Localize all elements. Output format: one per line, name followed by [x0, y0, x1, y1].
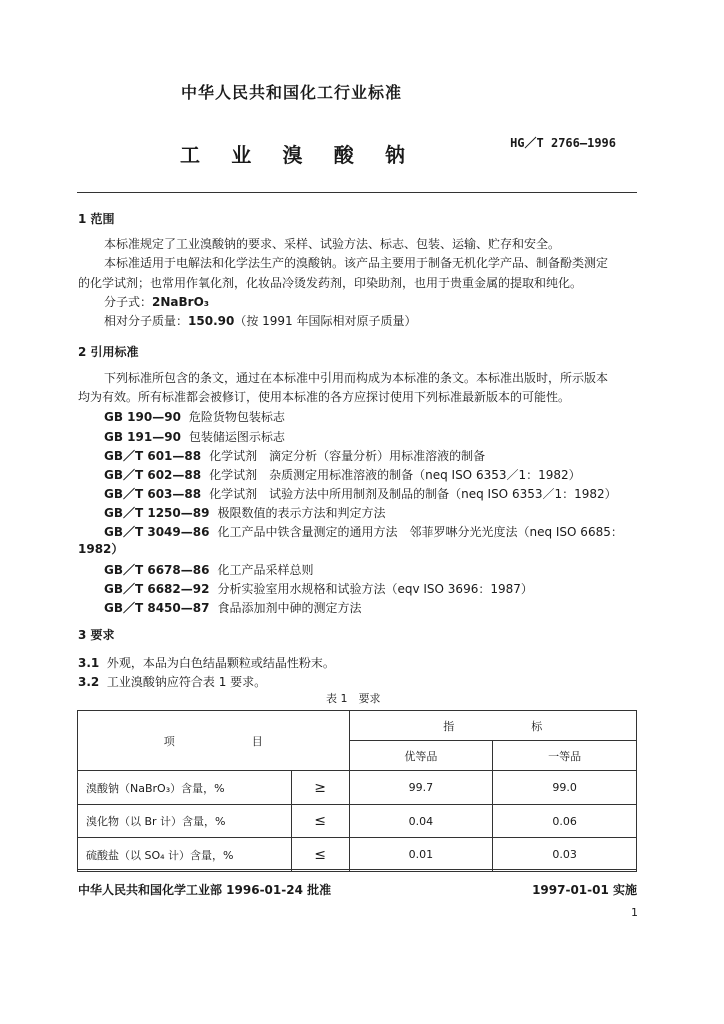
document-title: [180, 139, 405, 168]
reference-code: GB／T 1250—89: [104, 506, 210, 520]
scope-paragraph-2-line-1: 本标准适用于电解法和化学法生产的溴酸钠。该产品主要用于制备无机化学产品、制备酚类测定: [104, 256, 609, 270]
molecular-formula: [104, 294, 209, 310]
title-char: 酸: [333, 143, 354, 167]
page-number: 1: [631, 906, 638, 919]
table-cell-value: 99.7: [349, 771, 493, 805]
clause-text: 工业溴酸钠应符合表 1 要求。: [106, 675, 267, 689]
reference-continuation: 1982）: [78, 542, 124, 556]
references-intro-line-2: 均为有效。所有标准都会被修订，使用本标准的各方应探讨使用下列标准最新版本的可能性。: [78, 390, 571, 404]
table-header-grade-premium: 优等品: [349, 741, 493, 771]
section-1-heading: 1 范围: [78, 212, 115, 226]
mass-label: 相对分子质量：: [104, 314, 189, 328]
standard-number: HG／T 2766—1996: [510, 136, 616, 150]
table-row: [78, 805, 637, 838]
reference-title: 化工产品中铁含量测定的通用方法 邻菲罗啉分光光度法（neq ISO 6685：: [217, 525, 623, 539]
reference-item: [104, 485, 617, 502]
reference-title: 化学试剂 滴定分析（容量分析）用标准溶液的制备: [209, 449, 486, 463]
clause-number: 3.2: [78, 675, 100, 689]
title-char: 钠: [385, 143, 405, 167]
section-2-heading: 2 引用标准: [78, 345, 139, 359]
reference-code: GB／T 602—88: [104, 468, 202, 482]
implementation-date: 1997-01-01 实施: [532, 883, 637, 897]
requirement-3-2: [78, 674, 266, 690]
table-cell-value: 0.01: [349, 838, 493, 872]
table-header-grade-first: 一等品: [493, 741, 637, 771]
reference-title: 食品添加剂中砷的测定方法: [217, 601, 362, 615]
table-cell-value: 99.0: [493, 771, 637, 805]
reference-item: [104, 447, 485, 464]
reference-title: 危险货物包装标志: [188, 410, 285, 424]
clause-number: 3.1: [78, 656, 100, 670]
references-intro-line-1: 下列标准所包含的条文，通过在本标准中引用而构成为本标准的条文。本标准出版时，所示版本: [104, 371, 609, 385]
mass-note: （按 1991 年国际相对原子质量）: [234, 314, 417, 328]
approval-line: 中华人民共和国化学工业部 1996-01-24 批准: [78, 883, 332, 897]
table-cell-value: 0.04: [349, 805, 493, 838]
footer-divider: [77, 869, 637, 870]
formula-label: 分子式：: [104, 295, 153, 309]
mass-value: 150.90: [188, 314, 235, 328]
reference-title: 化工产品采样总则: [217, 563, 314, 577]
reference-title: 包装储运图示标志: [188, 430, 285, 444]
reference-code: GB／T 601—88: [104, 449, 202, 463]
reference-item: [104, 504, 385, 521]
clause-text: 外观，本品为白色结晶颗粒或结晶性粉末。: [106, 656, 335, 670]
reference-code: GB／T 6682—92: [104, 582, 210, 596]
reference-code: GB 190—90: [104, 410, 181, 424]
reference-item: [104, 580, 533, 597]
reference-title: 化学试剂 杂质测定用标准溶液的制备（neq ISO 6353／1：1982）: [209, 468, 581, 482]
reference-code: GB／T 8450—87: [104, 601, 210, 615]
reference-code: GB／T 3049—86: [104, 525, 210, 539]
molecular-mass: [104, 313, 417, 329]
reference-item: [104, 408, 285, 425]
section-3-heading: 3 要求: [78, 628, 115, 642]
requirements-table: [77, 710, 637, 872]
table-cell-value: 0.03: [493, 838, 637, 872]
table-row: [78, 838, 637, 872]
reference-title: 分析实验室用水规格和试验方法（eqv ISO 3696：1987）: [217, 582, 533, 596]
title-char: 工: [180, 143, 200, 167]
title-char: 业: [231, 143, 252, 167]
reference-item: [104, 428, 285, 445]
reference-code: GB／T 603—88: [104, 487, 202, 501]
reference-code: GB／T 6678—86: [104, 563, 210, 577]
scope-paragraph-2-line-2: 的化学试剂；也常用作氧化剂，化妆品冷烫发药剂，印染助剂，也用于贵重金属的提取和纯化。: [78, 276, 583, 290]
table-header-index: 指 标: [349, 711, 637, 741]
table-cell-item: 硫酸盐（以 SO₄ 计）含量，%: [78, 838, 292, 872]
table-cell-value: 0.06: [493, 805, 637, 838]
reference-item: [104, 561, 313, 578]
formula-value: 2NaBrO₃: [152, 295, 210, 309]
reference-title: 化学试剂 试验方法中所用制剂及制品的制备（neq ISO 6353／1：1982）: [209, 487, 617, 501]
header-divider: [77, 192, 637, 193]
table-cell-operator: ≤: [291, 805, 349, 838]
table-caption: 表 1 要求: [326, 692, 381, 705]
scope-paragraph-1: 本标准规定了工业溴酸钠的要求、采样、试验方法、标志、包装、运输、贮存和安全。: [104, 237, 561, 251]
reference-title: 极限数值的表示方法和判定方法: [217, 506, 386, 520]
table-cell-item: 溴酸钠（NaBrO₃）含量，%: [78, 771, 292, 805]
requirement-3-1: [78, 655, 335, 671]
table-row: [78, 771, 637, 805]
table-cell-item: 溴化物（以 Br 计）含量，%: [78, 805, 292, 838]
reference-code: GB 191—90: [104, 430, 181, 444]
table-cell-operator: ≥: [291, 771, 349, 805]
table-header-item: 项 目: [78, 711, 350, 771]
title-char: 溴: [282, 143, 303, 167]
reference-item: [104, 466, 581, 483]
reference-item: [104, 599, 361, 616]
reference-item: [104, 523, 623, 540]
table-cell-operator: ≤: [291, 838, 349, 872]
ministry-title: 中华人民共和国化工行业标准: [181, 83, 403, 102]
